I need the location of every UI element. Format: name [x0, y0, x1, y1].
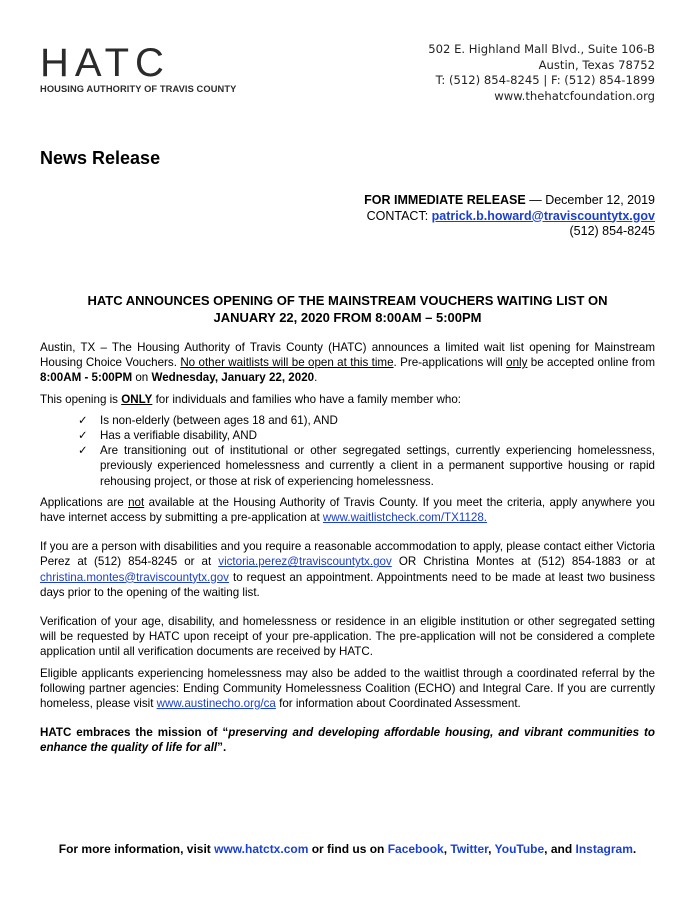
- text-run: for information about Coordinated Assessment.: [275, 697, 521, 711]
- page-title: News Release: [40, 148, 161, 168]
- underlined-text: not: [128, 495, 145, 509]
- logo-wordmark: HATC: [40, 41, 170, 85]
- criteria-list: [40, 413, 655, 489]
- victoria-email-link[interactable]: victoria.perez@traviscountytx.gov: [218, 555, 392, 569]
- list-item: [78, 413, 655, 428]
- hatc-logo: [40, 41, 237, 94]
- text-run: .: [632, 842, 637, 856]
- contact-line: [364, 209, 655, 225]
- logo-subtitle: HOUSING AUTHORITY OF TRAVIS COUNTY: [40, 84, 237, 94]
- release-label: FOR IMMEDIATE RELEASE: [364, 193, 526, 207]
- text-run: for individuals and families who have a family member who:: [152, 392, 462, 406]
- paragraph-eligibility: [40, 392, 655, 407]
- list-item: [78, 443, 655, 489]
- text-run: .: [314, 371, 318, 385]
- text-run: Eligible applicants experiencing homelessness may also be added to the waitlist through a coordinated referral by the following partner agencies: Ending Community Homelessness Coalition (ECHO) and Integral Care. If you are currently homeless, please visit: [40, 666, 655, 711]
- paragraph-accommodation: [40, 539, 655, 600]
- letterhead-address: [428, 42, 655, 104]
- footer: [40, 842, 655, 856]
- underlined-text: only: [506, 356, 528, 370]
- list-item-text: Has a verifiable disability, AND: [100, 429, 258, 443]
- text-run: ,: [443, 842, 451, 856]
- paragraph-apply: [40, 495, 655, 525]
- checkmark-icon: ✓: [78, 444, 88, 458]
- bold-text: Wednesday, January 22, 2020: [151, 371, 315, 385]
- youtube-link[interactable]: YouTube: [494, 842, 545, 856]
- text-run: For more information, visit: [58, 842, 215, 856]
- echo-link[interactable]: www.austinecho.org/ca: [156, 697, 276, 711]
- text-run: Austin, TX – The Housing Authority of Travis County (HATC) announces a limited wait list opening for Mainstream Housing Choice Vouchers.: [40, 341, 655, 370]
- headline-line: HATC ANNOUNCES OPENING OF THE MAINSTREAM VOUCHERS WAITING LIST ON: [87, 293, 608, 308]
- text-run: to request an appointment. Appointments need to be made at least two business days prior to the opening of the waiting list.: [40, 570, 655, 599]
- text-run: HATC embraces the mission of “: [40, 726, 229, 740]
- release-date: — December 12, 2019: [525, 193, 655, 207]
- bold-text: 8:00AM - 5:00PM: [40, 371, 133, 385]
- contact-phone: (512) 854-8245: [569, 224, 655, 238]
- text-run: Applications are: [40, 495, 129, 509]
- text-run: , and: [544, 842, 576, 856]
- mission-quote: preserving and developing affordable housing, and vibrant communities to enhance the quality of life for all: [40, 726, 655, 755]
- paragraph-verification: Verification of your age, disability, and homelessness or residence in an eligible institution or other segregated setting will be requested by HATC upon receipt of your pre-application. The pre-application will not be considered a complete application until all verification documents are received by HATC.: [40, 615, 655, 659]
- text-run: If you are a person with disabilities and you require a reasonable accommodation to apply, please contact either Victoria Perez at (512) 854-8245 or at: [40, 540, 655, 569]
- checkmark-icon: ✓: [78, 429, 88, 443]
- list-item-text: Are transitioning out of institutional or other segregated settings, currently experiencing homelessness, previously experienced homelessness and currently a client in a permanent supportive housing or rapid rehousing project, or those at risk of experiencing homelessness.: [100, 444, 655, 488]
- release-line: [364, 193, 655, 209]
- waitlist-link[interactable]: www.waitlistcheck.com/TX1128.: [322, 511, 488, 525]
- paragraph-mission: [40, 725, 655, 755]
- bold-underlined-text: ONLY: [121, 392, 153, 406]
- address-line: Austin, Texas 78752: [538, 57, 655, 72]
- paragraph-intro: [40, 340, 655, 386]
- address-line: 502 E. Highland Mall Blvd., Suite 106-B: [428, 42, 655, 56]
- underlined-text: No other waitlists will be open at this time: [180, 356, 394, 370]
- text-run: be accepted online from: [527, 356, 655, 370]
- address-line: www.thehatcfoundation.org: [494, 88, 655, 103]
- headline-line: JANUARY 22, 2020 FROM 8:00AM – 5:00PM: [213, 310, 482, 325]
- paragraph-referral: [40, 666, 655, 712]
- text-run: on: [132, 371, 152, 385]
- contact-label: CONTACT:: [366, 208, 432, 223]
- text-run: This opening is: [40, 392, 122, 406]
- release-block: [364, 193, 655, 240]
- list-item-text: Is non-elderly (between ages 18 and 61), AND: [100, 413, 338, 427]
- contact-email-link[interactable]: patrick.b.howard@traviscountytx.gov: [431, 208, 655, 223]
- checkmark-icon: ✓: [78, 413, 88, 427]
- christina-email-link[interactable]: christina.montes@traviscountytx.gov: [40, 570, 229, 584]
- facebook-link[interactable]: Facebook: [387, 842, 444, 856]
- text-run: . Pre-applications will: [393, 356, 507, 370]
- address-line: T: (512) 854-8245 | F: (512) 854-1899: [435, 73, 655, 87]
- headline: [40, 292, 655, 326]
- list-item: [78, 428, 655, 443]
- text-run: ,: [488, 842, 495, 856]
- instagram-link[interactable]: Instagram: [575, 842, 633, 856]
- website-link[interactable]: www.hatctx.com: [214, 842, 309, 856]
- text-run: available at the Housing Authority of Travis County. If you meet the criteria, apply anywhere you have internet access by submitting a pre-application at: [40, 495, 656, 525]
- text-run: or find us on: [308, 842, 388, 856]
- body-text: [40, 340, 655, 762]
- text-run: ”.: [217, 741, 227, 755]
- twitter-link[interactable]: Twitter: [450, 842, 489, 856]
- text-run: OR Christina Montes at (512) 854-1883 or at: [391, 555, 655, 569]
